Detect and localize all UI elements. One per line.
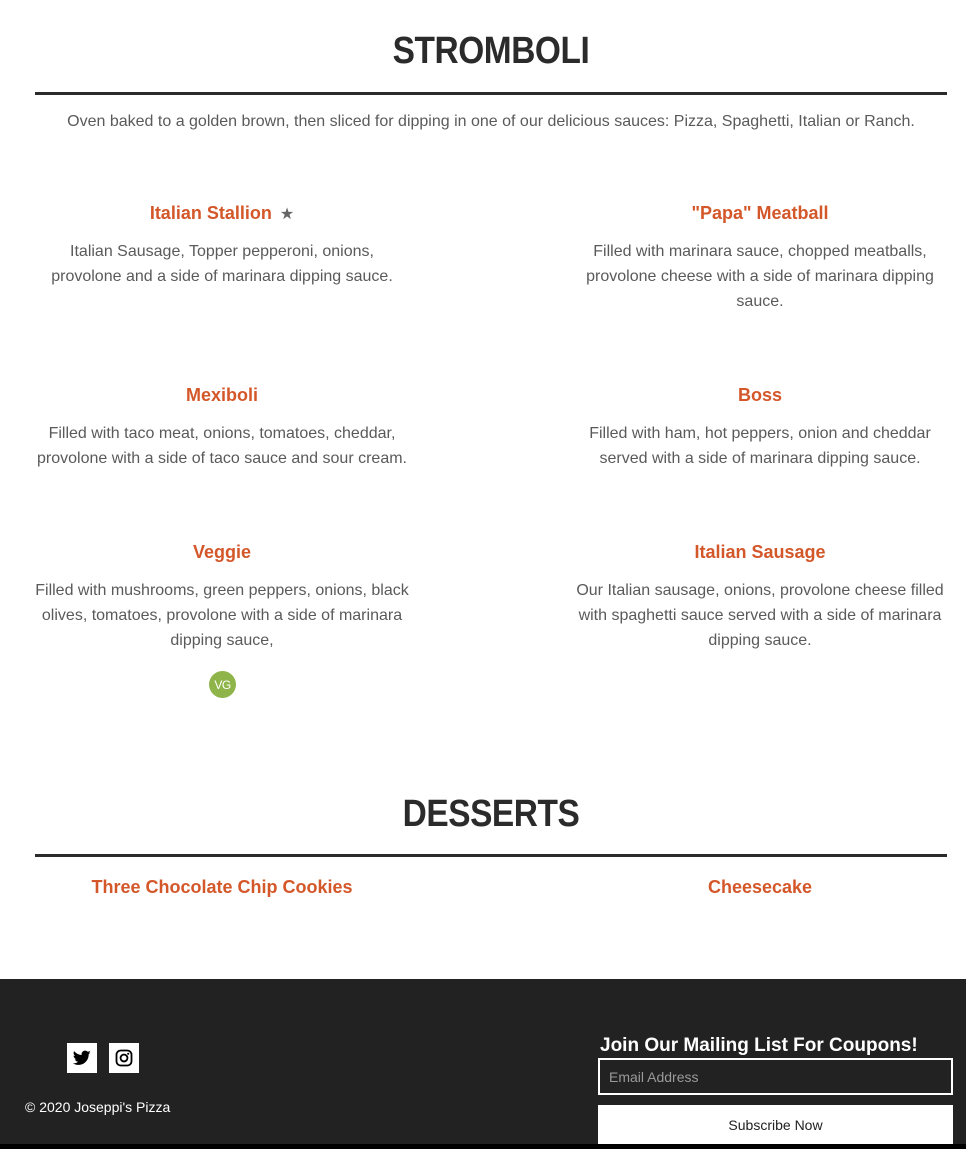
stromboli-divider	[35, 92, 947, 95]
email-input[interactable]	[598, 1058, 953, 1095]
menu-item-description: Filled with ham, hot peppers, onion and cheddar served with a side of marinara dipping sauce.	[589, 425, 931, 467]
menu-item-title: Cheesecake	[707, 877, 813, 897]
menu-item-title: Mexiboli	[185, 385, 258, 405]
item-name: Italian Stallion	[149, 203, 272, 223]
subscribe-button[interactable]: Subscribe Now	[598, 1105, 953, 1144]
menu-item-description: Filled with taco meat, onions, tomatoes, cheddar, provolone with a side of taco sauce and sour cream.	[37, 425, 407, 467]
twitter-link[interactable]	[67, 1043, 97, 1073]
stromboli-intro: Oven baked to a golden brown, then sliced for dipping in one of our delicious sauces: Pizza, Spaghetti, Italian or Ranch.	[67, 113, 915, 130]
menu-item-title: "Papa" Meatball	[691, 203, 829, 223]
footer-bottom-bar	[0, 1144, 966, 1149]
vegan-badge-icon: VG	[209, 671, 236, 698]
menu-item-title: Three Chocolate Chip Cookies	[91, 877, 353, 897]
desserts-heading: DESSERTS	[402, 793, 580, 835]
menu-item-description: Filled with mushrooms, green peppers, onions, black olives, tomatoes, provolone with a side of marinara dipping sauce,	[35, 582, 409, 649]
menu-item-title: Veggie	[192, 542, 252, 562]
menu-item-title: Italian Sausage	[694, 542, 826, 562]
instagram-icon	[115, 1049, 133, 1067]
menu-item-title: Boss	[737, 385, 782, 405]
copyright-text: © 2020 Joseppi's Pizza	[25, 1099, 171, 1115]
instagram-link[interactable]	[109, 1043, 139, 1073]
menu-item-title	[22, 203, 422, 224]
desserts-divider	[35, 854, 947, 857]
mailing-list-title: Join Our Mailing List For Coupons!	[600, 1035, 918, 1056]
stromboli-heading: STROMBOLI	[392, 30, 590, 72]
twitter-icon	[73, 1050, 91, 1066]
star-icon: ★	[279, 206, 295, 223]
menu-item-description: Filled with marinara sauce, chopped meatballs, provolone cheese with a side of marinara dipping sauce.	[586, 243, 934, 310]
menu-item-description: Our Italian sausage, onions, provolone cheese filled with spaghetti sauce served with a side of marinara dipping sauce.	[576, 582, 944, 649]
menu-item-description: Italian Sausage, Topper pepperoni, onions, provolone and a side of marinara dipping sauce.	[51, 243, 393, 285]
